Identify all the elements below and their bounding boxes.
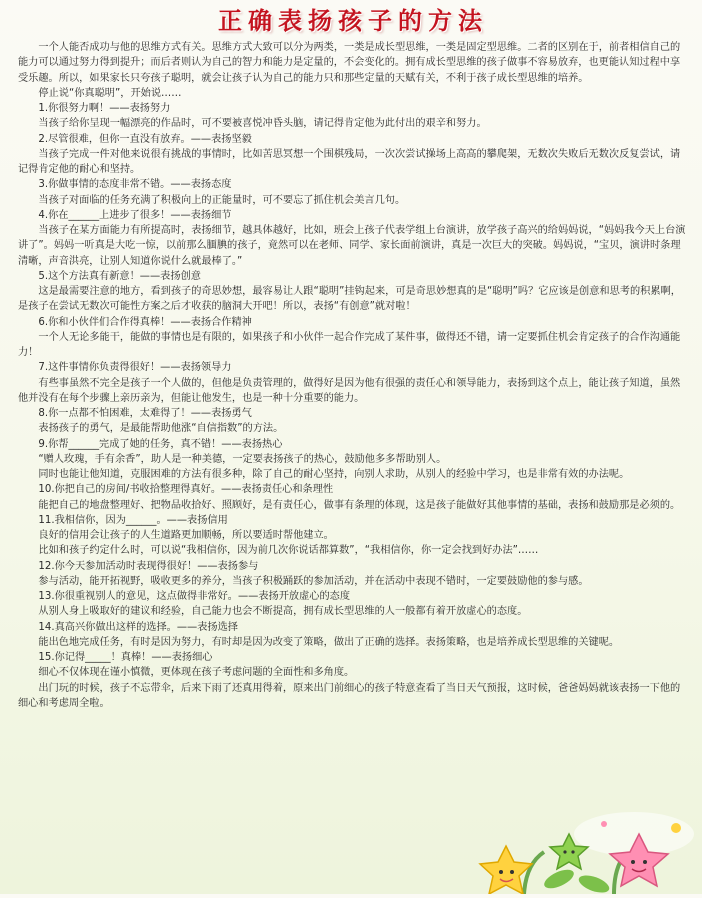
body-paragraph: 细心不仅体现在谨小慎微，更体现在孩子考虑问题的全面性和多角度。 xyxy=(38,667,355,679)
praise-heading: 15.你记得_____！真棒！——表扬细心 xyxy=(38,652,213,663)
body-paragraph: 出门玩的时候，孩子不忘带伞，后来下雨了还真用得着，原来出门前细心的孩子特意查看了当日天气预报，这时候，爸爸妈妈就该表扬一下他的细心和考虑周全啦。 xyxy=(18,682,681,709)
praise-heading: 8.你一点都不怕困难，太难得了！——表扬勇气 xyxy=(38,408,252,419)
praise-heading: 4.你在______上进步了很多！——表扬细节 xyxy=(38,209,232,221)
praise-heading: 5.这个方法真有新意！——表扬创意 xyxy=(38,270,201,282)
praise-heading: 10.你把自己的房间/书收拾整理得真好。——表扬责任心和条理性 xyxy=(38,484,334,496)
article-body xyxy=(18,40,688,711)
body-paragraph: 能把自己的地盘整理好、把物品收拾好、照顾好，是有责任心，做事有条理的体现，这是孩子能做好其他事情的基础，表扬和鼓励那是必须的。 xyxy=(38,499,681,511)
body-paragraph: 停止说“你真聪明”，开始说…… xyxy=(38,87,182,99)
body-paragraph: 当孩子对面临的任务充满了积极向上的正能量时，可不要忘了抓住机会美言几句。 xyxy=(38,194,406,206)
praise-heading: 9.你帮______完成了她的任务，真不错！——表扬热心 xyxy=(38,438,283,450)
praise-heading: 1.你很努力啊！——表扬努力 xyxy=(38,103,171,114)
praise-heading: 3.你做事情的态度非常不错。——表扬态度 xyxy=(38,179,232,191)
praise-heading: 13.你很重视别人的意见，这点做得非常好。——表扬开放虚心的态度 xyxy=(38,591,351,602)
praise-heading: 11.我相信你，因为______。——表扬信用 xyxy=(38,514,228,526)
article-title: 正确表扬孩子的方法 xyxy=(218,6,488,35)
praise-heading: 6.你和小伙伴们合作得真棒！——表扬合作精神 xyxy=(38,316,252,328)
body-paragraph: 参与活动，能开拓视野，吸收更多的养分，当孩子积极踊跃的参加活动，并在活动中表现不错时，一定要鼓励他的参与感。 xyxy=(38,575,589,587)
body-paragraph: 一个人能否成功与他的思维方式有关。思维方式大致可以分为两类，一类是成长型思维，一类是固定型思维。二者的区别在于，前者相信自己的能力可以通过努力得到提升；而后者则认为自己的智力和能力是定量的，不会变化的。拥有成长型思维的孩子做事不容易放弃，也更能认知过程中享受乐趣。所以，如果家长只夸孩子聪明，就会让孩子认为自己的能力只和那些定量的天赋有关，不利于孩子成长型思维的培养。 xyxy=(18,42,681,84)
body-paragraph: 有些事虽然不完全是孩子一个人做的，但他是负责管理的，做得好是因为他有很强的责任心和领导能力，表扬到这个点上，能让孩子知道，虽然他并没有在每个步骤上亲历亲为，但能让他发生，也是一种十分重要的能力。 xyxy=(18,377,681,404)
body-paragraph: 能出色地完成任务，有时是因为努力，有时却是因为改变了策略，做出了正确的选择。表扬策略，也是培养成长型思维的关键呢。 xyxy=(38,636,620,648)
body-paragraph: 当孩子在某方面能力有所提高时，表扬细节，越具体越好，比如，班会上孩子代表学组上台演讲，放学孩子高兴的给妈妈说，“妈妈我今天上台演讲了”。妈妈一听真是大吃一惊，以前那么腼腆的孩子，竟然可以在老师、同学、家长面前演讲，真是一次巨大的突破。妈妈说，“宝贝，演讲时条理清晰，声音洪亮，让别人知道你说什么就最棒了。” xyxy=(18,225,686,267)
body-paragraph: 当孩子给你呈现一幅漂亮的作品时，可不要被喜悦冲昏头脑，请记得肯定他为此付出的艰辛和努力。 xyxy=(38,118,487,130)
body-paragraph: 表扬孩子的勇气，是最能帮助他涨“自信指数”的方法。 xyxy=(38,423,284,435)
body-paragraph: 一个人无论多能干，能做的事情也是有限的，如果孩子和小伙伴一起合作完成了某件事，做得还不错，请一定要抓住机会肯定孩子的合作沟通能力！ xyxy=(18,331,681,358)
praise-heading: 7.这件事情你负责得很好！——表扬领导力 xyxy=(38,362,232,374)
body-paragraph: 当孩子完成一件对他来说很有挑战的事情时，比如苦思冥想一个围棋残局，一次次尝试操场上高高的攀爬架，无数次失败后无数次反复尝试，请记得肯定他的耐心和坚持。 xyxy=(18,148,681,175)
body-paragraph: 比如和孩子约定什么时，可以说“我相信你，因为前几次你说话都算数”，“我相信你，你一定会找到好办法”…… xyxy=(38,545,539,557)
body-paragraph: 从别人身上吸取好的建议和经验，自己能力也会不断提高，拥有成长型思维的人一般都有着开放虚心的态度。 xyxy=(38,606,528,618)
praise-heading: 2.尽管很难，但你一直没有放弃。——表扬坚毅 xyxy=(38,133,252,145)
body-paragraph: “赠人玫瑰，手有余香”，助人是一种美德，一定要表扬孩子的热心，鼓励他多多帮助别人。 xyxy=(38,453,447,465)
body-paragraph: 良好的信用会让孩子的人生道路更加顺畅，所以要适时帮他建立。 xyxy=(38,530,334,541)
body-paragraph: 同时也能让他知道，克服困难的方法有很多种，除了自己的耐心坚持，向别人求助，从别人的经验中学习，也是非常有效的办法呢。 xyxy=(38,469,630,480)
praise-heading: 14.真高兴你做出这样的选择。——表扬选择 xyxy=(38,621,238,633)
body-paragraph: 这是最需要注意的地方，看到孩子的奇思妙想，最容易让人跟“聪明”挂钩起来，可是奇思妙想真的是“聪明”吗？它应该是创意和思考的积累啊，是孩子在尝试无数次可能性方案之后才收获的脑洞大开吧！所以，表扬“有创意”就对啦！ xyxy=(18,286,681,313)
praise-heading: 12.你今天参加活动时表现得很好！——表扬参与 xyxy=(38,560,259,572)
